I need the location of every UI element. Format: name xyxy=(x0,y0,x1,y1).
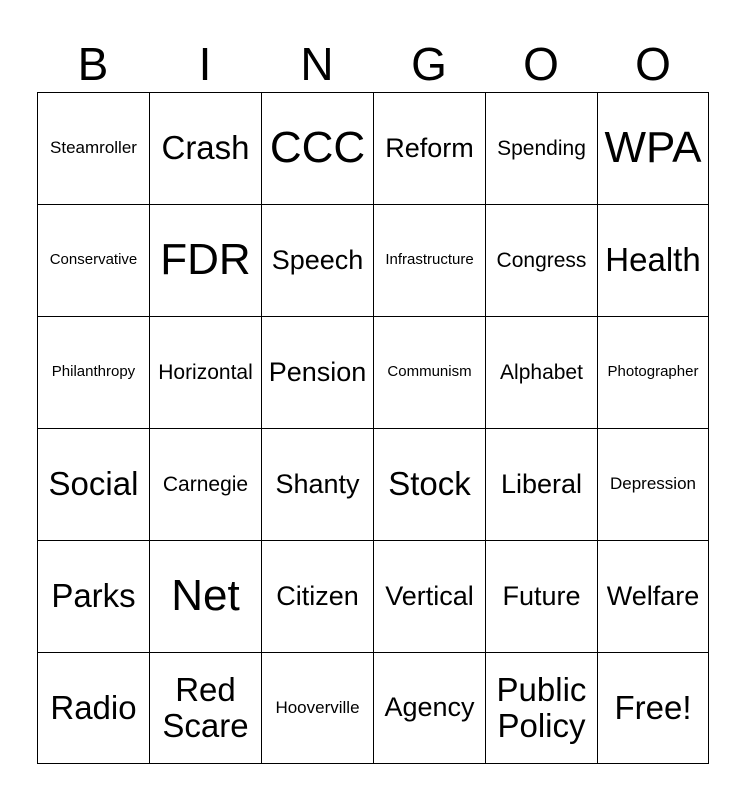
header-letter-o-2: O xyxy=(635,38,671,90)
bingo-cell[interactable]: CCC xyxy=(261,92,373,204)
bingo-cell[interactable]: Alphabet xyxy=(485,316,597,428)
bingo-cell[interactable]: Communism xyxy=(373,316,485,428)
bingo-cell[interactable]: Citizen xyxy=(261,540,373,652)
header-letter-b: B xyxy=(77,38,109,90)
header-letter-o: O xyxy=(523,38,559,90)
bingo-cell[interactable]: Philanthropy xyxy=(37,316,149,428)
bingo-cell[interactable]: Social xyxy=(37,428,149,540)
bingo-cell[interactable]: Horizontal xyxy=(149,316,261,428)
header-letter-n: N xyxy=(300,38,334,90)
bingo-cell[interactable]: Speech xyxy=(261,204,373,316)
bingo-cell[interactable]: Photographer xyxy=(597,316,709,428)
bingo-cell[interactable]: Vertical xyxy=(373,540,485,652)
bingo-cell[interactable]: Parks xyxy=(37,540,149,652)
bingo-cell[interactable]: Pension xyxy=(261,316,373,428)
bingo-cell[interactable]: Congress xyxy=(485,204,597,316)
bingo-cell[interactable]: Radio xyxy=(37,652,149,764)
header-letter-g: G xyxy=(411,38,447,90)
bingo-cell[interactable]: Welfare xyxy=(597,540,709,652)
bingo-cell[interactable]: FDR xyxy=(149,204,261,316)
bingo-cell[interactable]: Crash xyxy=(149,92,261,204)
bingo-cell[interactable]: Public Policy xyxy=(485,652,597,764)
bingo-cell[interactable]: Carnegie xyxy=(149,428,261,540)
bingo-cell[interactable]: Red Scare xyxy=(149,652,261,764)
bingo-cell[interactable]: Depression xyxy=(597,428,709,540)
bingo-cell[interactable]: Hooverville xyxy=(261,652,373,764)
bingo-cell[interactable]: Conservative xyxy=(37,204,149,316)
bingo-cell[interactable]: Spending xyxy=(485,92,597,204)
free-space-cell[interactable]: Free! xyxy=(597,652,709,764)
bingo-cell[interactable]: Shanty xyxy=(261,428,373,540)
bingo-cell[interactable]: Stock xyxy=(373,428,485,540)
bingo-cell[interactable]: Health xyxy=(597,204,709,316)
bingo-header xyxy=(37,36,709,92)
bingo-cell[interactable]: Liberal xyxy=(485,428,597,540)
bingo-cell[interactable]: Agency xyxy=(373,652,485,764)
header-letter-i: I xyxy=(198,38,212,90)
bingo-cell[interactable]: Reform xyxy=(373,92,485,204)
bingo-board xyxy=(37,92,709,764)
bingo-cell[interactable]: Steamroller xyxy=(37,92,149,204)
bingo-cell[interactable]: Future xyxy=(485,540,597,652)
bingo-cell[interactable]: Infrastructure xyxy=(373,204,485,316)
bingo-cell[interactable]: Net xyxy=(149,540,261,652)
bingo-cell[interactable]: WPA xyxy=(597,92,709,204)
